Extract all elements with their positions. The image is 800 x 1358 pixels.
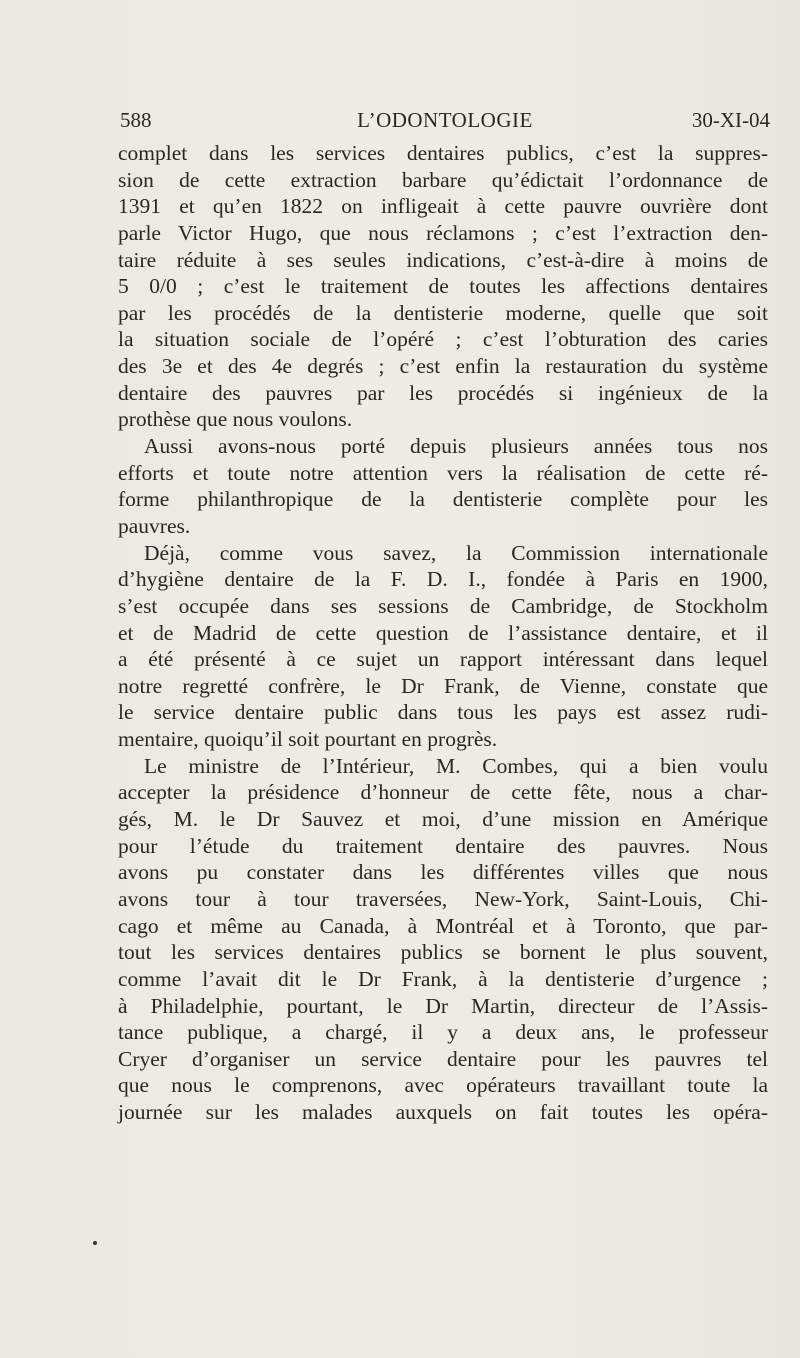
text-line: sion de cette extraction barbare qu’édictait l’ordonnance de: [118, 167, 768, 192]
print-speck: [93, 1241, 97, 1245]
text-line: complet dans les services dentaires publics, c’est la suppres-: [118, 141, 768, 165]
body-text: [118, 140, 768, 1126]
text-line: pour l’étude du traitement dentaire des pauvres. Nous: [118, 833, 768, 858]
text-line: pauvres.: [118, 513, 191, 538]
text-line: mentaire, quoiqu’il soit pourtant en progrès.: [118, 727, 498, 752]
text-line: le service dentaire public dans tous les pays est assez rudi-: [118, 700, 768, 725]
page-number: 588: [120, 108, 152, 132]
text-line: comme l’avait dit le Dr Frank, à la dentisterie d’urgence ;: [118, 966, 768, 991]
text-line: et de Madrid de cette question de l’assistance dentaire, et il: [118, 620, 768, 645]
text-line: efforts et toute notre attention vers la réalisation de cette ré-: [118, 460, 768, 485]
text-line: a été présenté à ce sujet un rapport intéressant dans lequel: [118, 647, 768, 672]
text-line: parle Victor Hugo, que nous réclamons ; c’est l’extraction den-: [118, 220, 768, 245]
text-line: Déjà, comme vous savez, la Commission internationale: [144, 540, 768, 565]
text-line: s’est occupée dans ses sessions de Cambridge, de Stockholm: [118, 593, 768, 618]
journal-title: L’ODONTOLOGIE: [357, 108, 533, 132]
text-line: que nous le comprenons, avec opérateurs travaillant toute la: [118, 1073, 768, 1098]
text-line: prothèse que nous voulons.: [118, 407, 353, 432]
text-line: la situation sociale de l’opéré ; c’est l’obturation des caries: [118, 327, 768, 352]
text-line: accepter la présidence d’honneur de cette fête, nous a char-: [118, 780, 768, 805]
text-line: tout les services dentaires publics se bornent le plus souvent,: [118, 940, 768, 965]
text-line: par les procédés de la dentisterie moderne, quelle que soit: [118, 300, 768, 325]
text-line: avons pu constater dans les différentes villes que nous: [118, 860, 768, 885]
text-line: tance publique, a chargé, il y a deux ans, le professeur: [118, 1020, 768, 1045]
text-line: avons tour à tour traversées, New-York, Saint-Louis, Chi-: [118, 886, 768, 911]
text-line: forme philanthropique de la dentisterie complète pour les: [118, 487, 768, 512]
text-line: d’hygiène dentaire de la F. D. I., fondée à Paris en 1900,: [118, 567, 768, 592]
text-line: taire réduite à ses seules indications, c’est-à-dire à moins de: [118, 247, 768, 272]
text-line: des 3e et des 4e degrés ; c’est enfin la restauration du système: [118, 354, 768, 379]
text-line: notre regretté confrère, le Dr Frank, de Vienne, constate que: [118, 673, 768, 698]
text-line: Cryer d’organiser un service dentaire pour les pauvres tel: [118, 1046, 768, 1071]
issue-date: 30-XI-04: [691, 108, 770, 132]
text-line: à Philadelphie, pourtant, le Dr Martin, directeur de l’Assis-: [118, 993, 768, 1018]
text-line: 1391 et qu’en 1822 on infligeait à cette pauvre ouvrière dont: [118, 194, 768, 219]
text-line: 5 0/0 ; c’est le traitement de toutes les affections dentaires: [118, 274, 768, 299]
running-head: [120, 108, 770, 138]
text-line: Le ministre de l’Intérieur, M. Combes, qui a bien voulu: [144, 753, 768, 778]
text-line: cago et même au Canada, à Montréal et à Toronto, que par-: [118, 913, 768, 938]
text-line: Aussi avons-nous porté depuis plusieurs années tous nos: [144, 434, 768, 459]
text-line: gés, M. le Dr Sauvez et moi, d’une mission en Amérique: [118, 807, 768, 832]
text-line: dentaire des pauvres par les procédés si ingénieux de la: [118, 380, 768, 405]
text-line: journée sur les malades auxquels on fait toutes les opéra-: [118, 1100, 768, 1125]
